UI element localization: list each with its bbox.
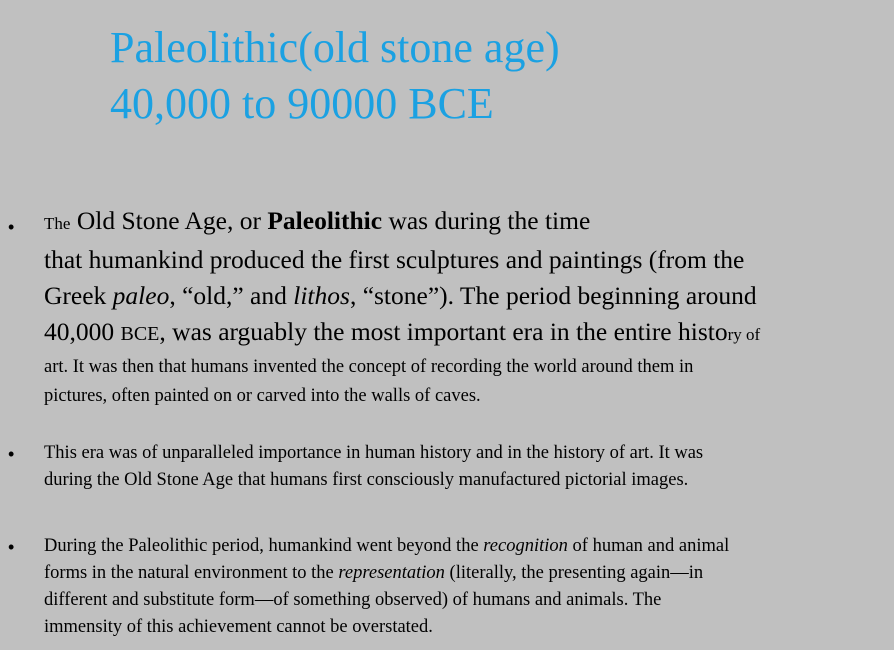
bullet-1-italic-lithos: lithos <box>293 281 350 310</box>
bullet-1-line-6: pictures, often painted on or carved into the walls of caves. <box>44 386 481 406</box>
bullet-1-text: 40,000 <box>44 317 121 346</box>
bullet-1-bold-term: Paleolithic <box>267 206 383 235</box>
bullet-item-1 <box>8 203 879 411</box>
bullet-marker: • <box>8 537 15 557</box>
bullet-marker: • <box>8 444 15 464</box>
bullet-3-line-1 <box>44 533 879 560</box>
bullet-1-line-2: that humankind produced the first sculptures and paintings (from the <box>44 245 745 274</box>
bullet-1-small-tail: ry of <box>727 325 761 344</box>
bullet-2-line-1: This era was of unparalleled importance in human history and in the history of art. It was <box>44 443 704 463</box>
bullet-3-line-4: immensity of this achievement cannot be overstated. <box>44 617 433 637</box>
bullet-1-text: Greek <box>44 281 113 310</box>
bullet-1-bce: BCE <box>120 323 160 345</box>
bullet-1-text: , “old,” and <box>169 281 294 310</box>
bullet-2-line-2: during the Old Stone Age that humans first consciously manufactured pictorial images. <box>44 470 689 490</box>
bullet-1-text: , “stone”). The period beginning around <box>349 281 757 310</box>
bullet-3-text: (literally, the presenting again—in <box>444 563 704 583</box>
bullet-1-line-5: art. It was then that humans invented the concept of recording the world around them in <box>44 357 694 377</box>
bullet-1-text: Old Stone Age, or <box>70 206 268 235</box>
bullet-1-line-3 <box>44 278 879 314</box>
bullet-1-line-1 <box>44 203 879 242</box>
bullet-1-the: The <box>44 214 71 233</box>
title-line-1: Paleolithic(old stone age) <box>110 23 560 72</box>
bullet-3-text: During the Paleolithic period, humankind went beyond the <box>44 536 484 556</box>
bullet-3-text: forms in the natural environment to the <box>44 563 339 583</box>
bullet-3-italic-recognition: recognition <box>483 536 568 556</box>
bullet-item-2 <box>8 440 879 494</box>
bullet-1-italic-paleo: paleo <box>112 281 170 310</box>
slide-title <box>110 20 870 132</box>
bullet-3-line-3: different and substitute form—of something observed) of humans and animals. The <box>44 590 662 610</box>
bullet-3-italic-representation: representation <box>338 563 445 583</box>
bullet-3-text: of human and animal <box>567 536 730 556</box>
bullet-marker: • <box>8 217 15 237</box>
title-line-2: 40,000 to 90000 BCE <box>110 79 494 128</box>
bullet-item-3 <box>8 533 879 641</box>
bullet-1-text: , was arguably the most important era in the entire histo <box>159 317 728 346</box>
bullet-3-line-2 <box>44 560 879 587</box>
bullet-1-text: was during the time <box>382 206 591 235</box>
bullet-1-line-4 <box>44 314 879 353</box>
